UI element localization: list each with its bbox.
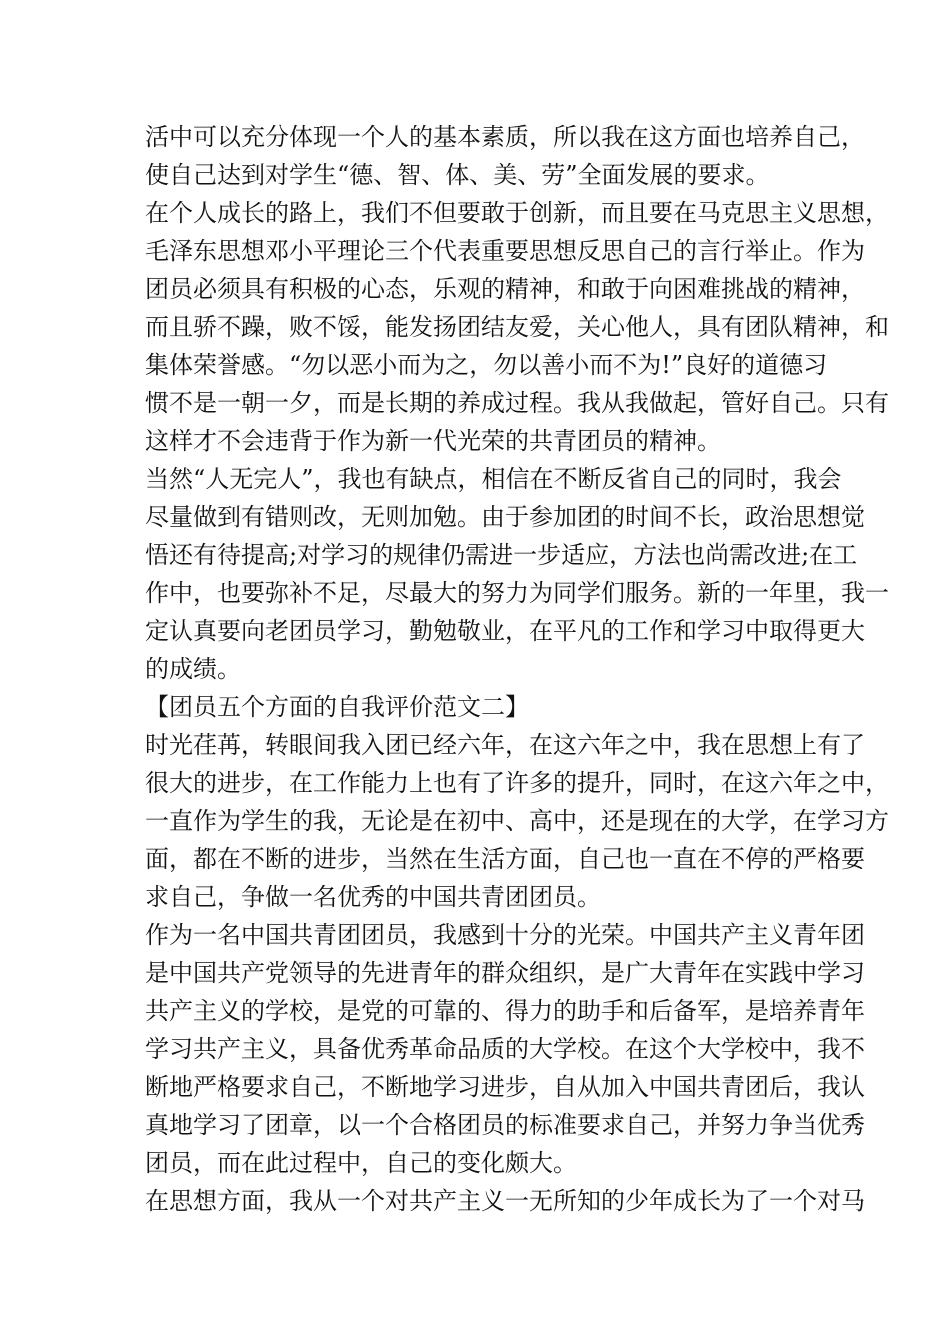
text-line-2: 使自己达到对学生“德、智、体、美、劳”全面发展的要求。 [145,161,770,189]
section-heading: 【团员五个方面的自我评价范文二】 [145,693,529,721]
text-line-13: 作中，也要弥补不足，尽最大的努力为同学们服务。新的一年里，我一 [145,579,889,607]
text-line-23: 是中国共产党领导的先进青年的群众组织，是广大青年在实践中学习 [145,959,865,987]
text-line-21: 求自己，争做一名优秀的中国共青团团员。 [145,883,601,911]
text-line-3: 在个人成长的路上，我们不但要敢于创新，而且要在马克思主义思想， [145,199,889,227]
text-line-14: 定认真要向老团员学习，勤勉敬业，在平凡的工作和学习中取得更大 [145,617,865,645]
text-line-1: 活中可以充分体现一个人的基本素质，所以我在这方面也培养自己， [145,123,865,151]
text-line-6: 而且骄不躁，败不馁，能发扬团结友爱，关心他人，具有团队精神，和 [145,313,889,341]
text-line-9: 这样才不会违背于作为新一代光荣的共青团员的精神。 [145,427,721,455]
text-line-29: 在思想方面，我从一个对共产主义一无所知的少年成长为了一个对马 [145,1187,865,1215]
text-line-7: 集体荣誉感。“勿以恶小而为之，勿以善小而不为!”良好的道德习 [145,351,828,379]
text-line-17: 时光荏苒，转眼间我入团已经六年，在这六年之中，我在思想上有了 [145,731,865,759]
text-line-26: 断地严格要求自己，不断地学习进步，自从加入中国共青团后，我认 [145,1073,865,1101]
text-line-27: 真地学习了团章，以一个合格团员的标准要求自己，并努力争当优秀 [145,1111,865,1139]
text-line-22: 作为一名中国共青团团员，我感到十分的光荣。中国共产主义青年团 [145,921,865,949]
text-line-11: 尽量做到有错则改，无则加勉。由于参加团的时间不长，政治思想觉 [145,503,865,531]
text-line-25: 学习共产主义，具备优秀革命品质的大学校。在这个大学校中，我不 [145,1035,865,1063]
text-line-5: 团员必须具有积极的心态，乐观的精神，和敢于向困难挑战的精神， [145,275,865,303]
text-line-10: 当然“人无完人”，我也有缺点，相信在不断反省自己的同时，我会 [145,465,842,493]
text-line-20: 面，都在不断的进步，当然在生活方面，自己也一直在不停的严格要 [145,845,865,873]
document-body [145,118,889,1220]
text-line-12: 悟还有待提高;对学习的规律仍需进一步适应，方法也尚需改进;在工 [145,541,858,569]
text-line-18: 很大的进步，在工作能力上也有了许多的提升，同时，在这六年之中， [145,769,889,797]
text-line-19: 一直作为学生的我，无论是在初中、高中，还是现在的大学，在学习方 [145,807,889,835]
text-line-8: 惯不是一朝一夕，而是长期的养成过程。我从我做起，管好自己。只有 [145,389,889,417]
text-line-4: 毛泽东思想邓小平理论三个代表重要思想反思自己的言行举止。作为 [145,237,865,265]
text-line-28: 团员，而在此过程中，自己的变化颇大。 [145,1149,577,1177]
text-line-15: 的成绩。 [145,655,241,683]
text-line-24: 共产主义的学校，是党的可靠的、得力的助手和后备军，是培养青年 [145,997,865,1025]
